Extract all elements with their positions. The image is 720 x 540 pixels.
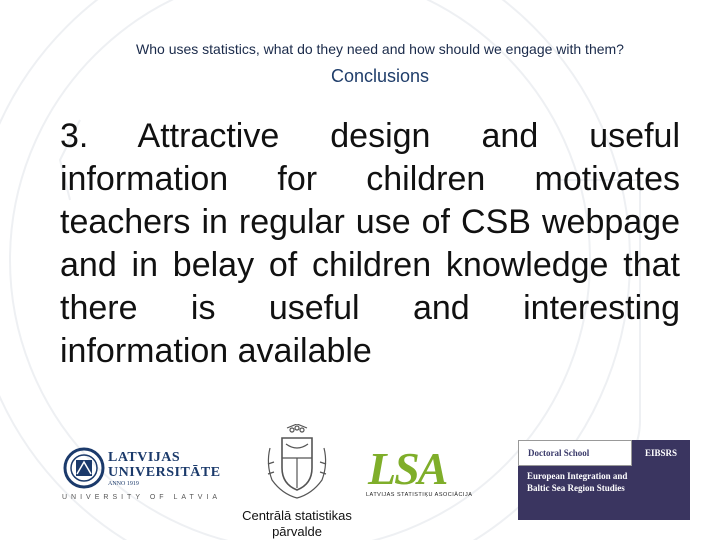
university-name-line1: LATVIJAS: [108, 450, 181, 465]
doctoral-school-line2: Baltic Sea Region Studies: [527, 483, 625, 493]
eibsrs-label: EIBSRS: [632, 440, 690, 466]
doctoral-school-logo: [518, 440, 690, 520]
lsa-logo: [364, 440, 492, 500]
csb-name-line1: Centrālā statistikas: [242, 508, 352, 523]
doctoral-school-header: [518, 440, 690, 466]
university-name: [108, 450, 221, 480]
header-question: Who uses statistics, what do they need and how should we engage with them?: [136, 41, 624, 57]
lsa-subtitle: LATVIJAS STATISTIĶU ASOCIĀCIJA: [366, 492, 473, 498]
university-name-line2: UNIVERSITĀTE: [108, 465, 221, 480]
doctoral-school-line1: European Integration and: [527, 471, 628, 481]
section-title: Conclusions: [330, 66, 430, 86]
university-subtitle: UNIVERSITY OF LATVIA: [62, 494, 222, 501]
coat-of-arms-icon: [262, 424, 332, 504]
university-anno: ANNO 1919: [108, 481, 139, 487]
csb-name-line2: pārvalde: [272, 524, 322, 539]
university-of-latvia-logo: [60, 440, 230, 500]
conclusion-text: 3. Attractive design and useful information for children motivates teachers in regular use of CSB webpage and in belay of children knowledge that there is useful and interesting information available: [60, 117, 680, 370]
doctoral-school-program: [518, 466, 690, 520]
doctoral-school-label: Doctoral School: [518, 440, 632, 466]
lsa-mark: LSA: [368, 443, 447, 494]
university-emblem-icon: [62, 446, 106, 494]
csb-logo: [232, 420, 362, 540]
csb-name: [232, 508, 362, 540]
